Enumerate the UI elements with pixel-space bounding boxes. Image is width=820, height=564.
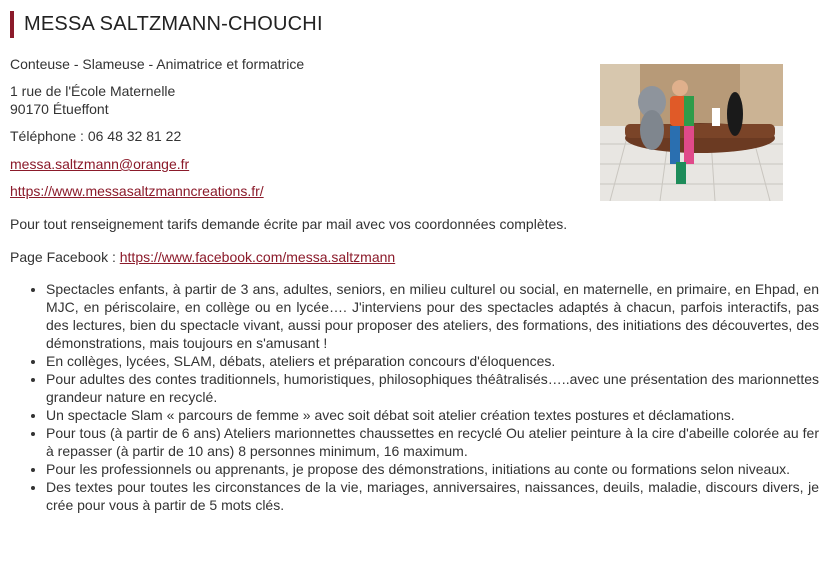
portrait-photo <box>600 64 783 201</box>
email-link[interactable]: messa.saltzmann@orange.fr <box>10 156 190 172</box>
list-item: • Pour les professionnels ou apprenants, je propose des démonstrations, initiations au conte ou formations selon niveaux. <box>46 460 819 478</box>
list-item: • Un spectacle Slam « parcours de femme » avec soit débat soit atelier création textes postures et déclamations. <box>46 406 819 424</box>
list-item: • Pour adultes des contes traditionnels, humoristiques, philosophiques théâtralisés…..avec une présentation des marionnettes grandeur nature en recyclé. <box>46 370 819 406</box>
page-title: MESSA SALTZMANN-CHOUCHI <box>24 13 323 35</box>
services-list <box>10 280 819 514</box>
list-item: • Pour tous (à partir de 6 ans) Ateliers marionnettes chaussettes en recyclé Ou atelier peinture à la cire d'abeille colorée au fer à repasser (à partir de 10 ans) 8 personnes minimum, 16 maximum. <box>46 424 819 460</box>
list-item: • Spectacles enfants, à partir de 3 ans, adultes, seniors, en milieu culturel ou social, en maternelle, en primaire, en Ehpad, en MJC, en périscolaire, en collège ou en lycée…. J'interviens pour des spectacles adaptés à chacun, parfois interactifs, pas des lectures, bien du spectacle vivant, aussi pour proposer des ateliers, des formations, des initiations des découvertes, des démonstrations, mais toujours en s'amusant ! <box>46 280 819 352</box>
list-item: • Des textes pour toutes les circonstances de la vie, mariages, anniversaires, naissances, deuils, maladie, discours divers, je crée pour vous à partir de 5 mots clés. <box>46 478 819 514</box>
facebook-label: Page Facebook : <box>10 249 120 265</box>
portrait-photo-illustration <box>600 64 783 201</box>
facebook-line <box>10 248 395 266</box>
website-link[interactable]: https://www.messasaltzmanncreations.fr/ <box>10 183 264 199</box>
address-line-1: 1 rue de l'École Maternelle <box>10 83 176 99</box>
list-item: • En collèges, lycées, SLAM, débats, ateliers et préparation concours d'éloquences. <box>46 352 819 370</box>
facebook-link[interactable]: https://www.facebook.com/messa.saltzmann <box>119 249 396 265</box>
address-line-2: 90170 Étueffont <box>10 101 109 117</box>
info-text: Pour tout renseignement tarifs demande écrite par mail avec vos coordonnées complètes. <box>10 216 568 232</box>
title-block <box>10 11 323 38</box>
phone-text: Téléphone : 06 48 32 81 22 <box>10 128 182 144</box>
role-text: Conteuse - Slameuse - Animatrice et formatrice <box>10 56 305 72</box>
